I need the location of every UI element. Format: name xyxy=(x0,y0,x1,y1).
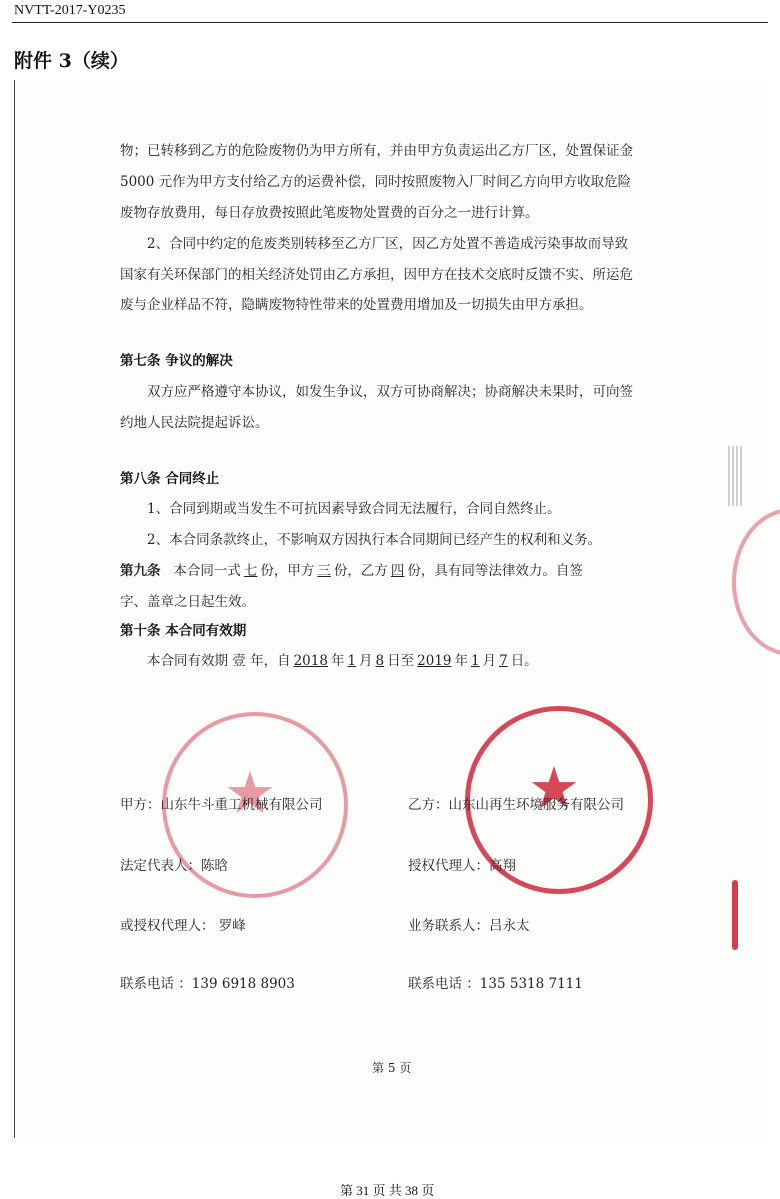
article10-text3: 月 xyxy=(359,653,373,669)
article8-line2: 2、本合同条款终止，不影响双方因执行本合同期间已经产生的权利和义务。 xyxy=(147,532,602,548)
article10-text1: 本合同有效期 壹 年，自 xyxy=(147,653,291,669)
article10-text2: 年 xyxy=(330,653,345,669)
business-contact: 业务联系人：吕永太 xyxy=(408,918,530,934)
article10-text4: 日至 xyxy=(387,653,415,669)
article10-end-year: 2019 xyxy=(417,653,452,669)
article10-start-year: 2018 xyxy=(293,653,328,669)
party-a-authorized-agent: 或授权代理人： 罗峰 xyxy=(120,918,246,934)
article10-text7: 日。 xyxy=(510,653,538,669)
article8-line1: 1、合同到期或当发生不可抗因素导致合同无法履行，合同自然终止。 xyxy=(147,501,561,517)
left-margin-rule xyxy=(14,80,15,1138)
seal-star-icon: ★ xyxy=(224,759,276,827)
article10-text6: 月 xyxy=(482,653,497,669)
article10-end-month: 1 xyxy=(471,653,480,669)
outer-page-number: 第 31 页 共 38 页 xyxy=(340,1183,435,1198)
article9-text1: 本合同一式 xyxy=(173,563,241,579)
article10-title: 第十条 本合同有效期 xyxy=(120,623,247,639)
article10-text5: 年 xyxy=(454,653,468,669)
margin-handwriting-mark xyxy=(728,446,742,506)
article9-text3: 份，乙方 xyxy=(333,563,388,579)
article9-text2: 份，甲方 xyxy=(260,563,315,579)
article8-title: 第八条 合同终止 xyxy=(120,471,220,487)
para1-line2: 5000 元作为甲方支付给乙方的运费补偿，同时按照废物入厂时间乙方向甲方收取危险 xyxy=(120,174,632,190)
article7-line1: 双方应严格遵守本协议，如发生争议，双方可协商解决；协商解决未果时，可向签 xyxy=(147,384,633,400)
inner-page-number: 第 5 页 xyxy=(372,1061,412,1075)
article9-line2: 字、盖章之日起生效。 xyxy=(120,594,255,610)
article9-copies-a: 三 xyxy=(317,563,331,579)
article9-copies-b: 四 xyxy=(390,563,405,579)
para2-line3: 废与企业样品不符，隐瞒废物特性带来的处置费用增加及一切损失由甲方承担。 xyxy=(120,297,593,313)
party-b-name: 乙方：山东山再生环境服务有限公司 xyxy=(408,797,624,813)
article9-text4: 份，具有同等法律效力。自签 xyxy=(407,563,583,579)
article7-title: 第七条 争议的解决 xyxy=(120,353,233,369)
header-rule xyxy=(12,22,768,23)
article10-start-month: 1 xyxy=(347,653,357,669)
article10-line1 xyxy=(147,651,538,671)
party-a-name: 甲方：山东牛斗重工机械有限公司 xyxy=(120,797,323,813)
article10-end-day: 7 xyxy=(499,653,508,669)
legal-representative: 法定代表人：陈晗 xyxy=(120,858,228,874)
article7-line2: 约地人民法院提起诉讼。 xyxy=(120,415,269,431)
party-b-authorized-agent: 授权代理人：高翔 xyxy=(408,858,516,874)
seal-star-icon: ★ xyxy=(528,754,580,822)
article9-line1 xyxy=(120,561,583,581)
article9-label: 第九条 xyxy=(120,563,161,579)
article9-copies-total: 七 xyxy=(243,563,258,579)
party-b-phone: 联系电话 ：135 5318 7111 xyxy=(408,976,583,992)
party-a-phone: 联系电话 ：139 6918 8903 xyxy=(120,976,295,992)
report-id: NVTT-2017-Y0235 xyxy=(14,3,126,18)
para2-line2: 国家有关环保部门的相关经济处罚由乙方承担，因甲方在技术交底时反馈不实、所运危 xyxy=(120,267,633,283)
para2-line1: 2、合同中约定的危废类别转移至乙方厂区，因乙方处置不善造成污染事故而导致 xyxy=(147,236,629,252)
article10-start-day: 8 xyxy=(375,653,385,669)
red-seal-edge-mark xyxy=(732,880,738,950)
para1-line1: 物；已转移到乙方的危险废物仍为甲方所有，并由甲方负责运出乙方厂区，处置保证金 xyxy=(120,143,633,159)
para1-line3: 废物存放费用，每日存放费按照此笔废物处置费的百分之一进行计算。 xyxy=(120,205,539,221)
annex-title: 附件 3（续） xyxy=(14,50,129,72)
